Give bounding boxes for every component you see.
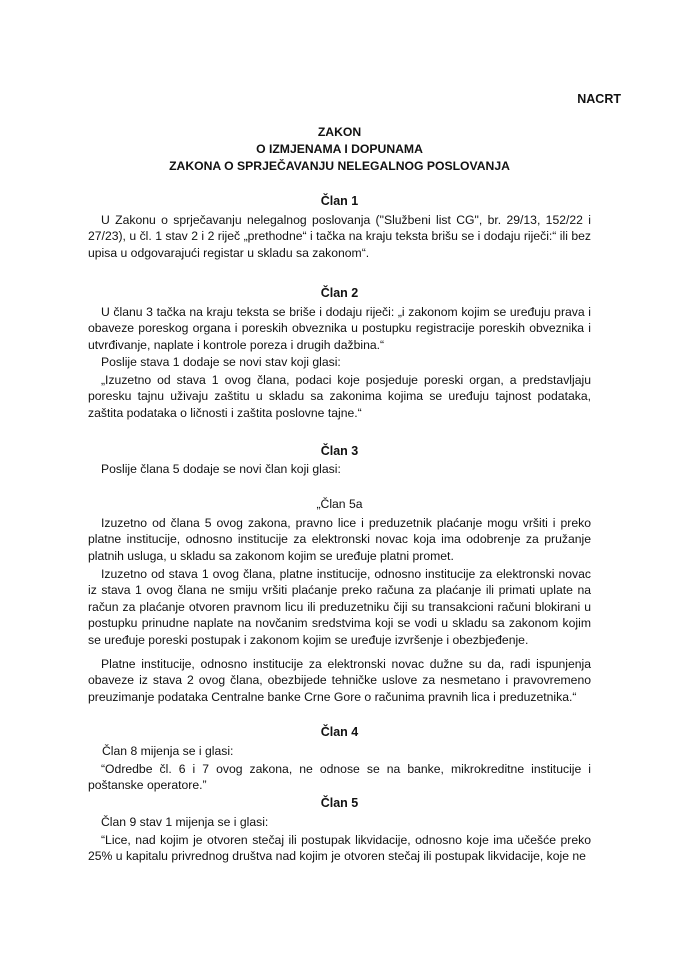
article-1-paragraph: U Zakonu o sprječavanju nelegalnog poslovanja ("Službeni list CG", br. 29/13, 152/22 i 27/23), u čl. 1 stav 2 i 2 riječ „prethodne“ i tačka na kraju teksta brišu se i dodaju riječi:“ ili bez upisa u odgovarajući registar u skladu sa zakonom“. [88, 213, 591, 260]
article-3-paragraph-1: Poslije člana 5 dodaje se novi član koji glasi: [101, 462, 341, 476]
article-4-paragraph-1: Član 8 mijenja se i glasi: [102, 744, 234, 758]
article-5a-paragraph-3: Platne institucije, odnosno institucije za elektronski novac dužne su da, radi ispunjenja obaveze iz stava 2 ovog člana, obezbijede tehničke uslove za nesmetano i pravovremeno preuzimanje podataka Centralne banke Crne Gore o računima pravnih lica i preduzetnika.“ [88, 657, 591, 704]
article-2-paragraph-1: U članu 3 tačka na kraju teksta se briše i dodaju riječi: „i zakonom kojim se uređuju prava i obaveze poreskog organa i poreskih obveznika u postupku registracije poreskih obveznika i utvrđivanje, naplate i kontrole poreza i drugih dažbina.“ [88, 305, 591, 352]
article-5a-paragraph-2: Izuzetno od stava 1 ovog člana, platne institucije, odnosno institucije za elektronski novac iz stava 1 ovog člana ne smiju vršiti plaćanje preko računa za plaćanje ili primati uplate na račun za plaćanje otvoren pravnom licu ili preduzetniku čiji su transakcioni računi blokirani u postupku prinudne naplate na novčanim sredstvima koji se vodi u skladu sa zakonom kojim se uređuje poreski postupak i zakonom kojim se uređuje izvršenje i obezbjeđenje. [88, 567, 591, 647]
article-5-paragraph-1: Član 9 stav 1 mijenja se i glasi: [101, 815, 269, 829]
article-1-heading: Član 1 [320, 194, 359, 208]
article-5a-heading: „Član 5a [316, 497, 363, 511]
article-2-heading: Član 2 [320, 286, 359, 300]
draft-label: NACRT [577, 92, 621, 106]
article-4-paragraph-2: “Odredbe čl. 6 i 7 ovog zakona, ne odnose se na banke, mikrokreditne institucije i poštanske operatore.” [88, 762, 591, 793]
article-5-heading: Član 5 [320, 796, 359, 810]
article-5-paragraph-2: “Lice, nad kojim je otvoren stečaj ili postupak likvidacije, odnosno koje ima učešće preko 25% u kapitalu privrednog društva nad kojim je otvoren stečaj ili postupak likvidacije, koje ne [88, 833, 591, 864]
law-title-line-1: ZAKON [317, 125, 362, 139]
article-3-heading: Član 3 [320, 444, 359, 458]
law-title-line-2: O IZMJENAMA I DOPUNAMA [256, 142, 423, 156]
article-2-paragraph-2: Poslije stava 1 dodaje se novi stav koji glasi: [101, 355, 341, 369]
article-2-paragraph-3: „Izuzetno od stava 1 ovog člana, podaci koje posjeduje poreski organ, a predstavljaju poresku tajnu uživaju zaštitu u skladu sa zakonima kojima se uređuju tajnost podataka, zaštita podataka o ličnosti i zaštita poslovne tajne.“ [88, 373, 591, 420]
article-4-heading: Član 4 [320, 725, 359, 739]
article-5a-paragraph-1: Izuzetno od člana 5 ovog zakona, pravno lice i preduzetnik plaćanje mogu vršiti i preko platne institucije, odnosno institucije za elektronski novac koja ima odobrenje za pružanje platnih usluga, u skladu sa zakonom kojim se uređuje platni promet. [88, 516, 591, 563]
law-title-line-3: ZAKONA O SPRJEČAVANJU NELEGALNOG POSLOVANJA [169, 159, 510, 173]
